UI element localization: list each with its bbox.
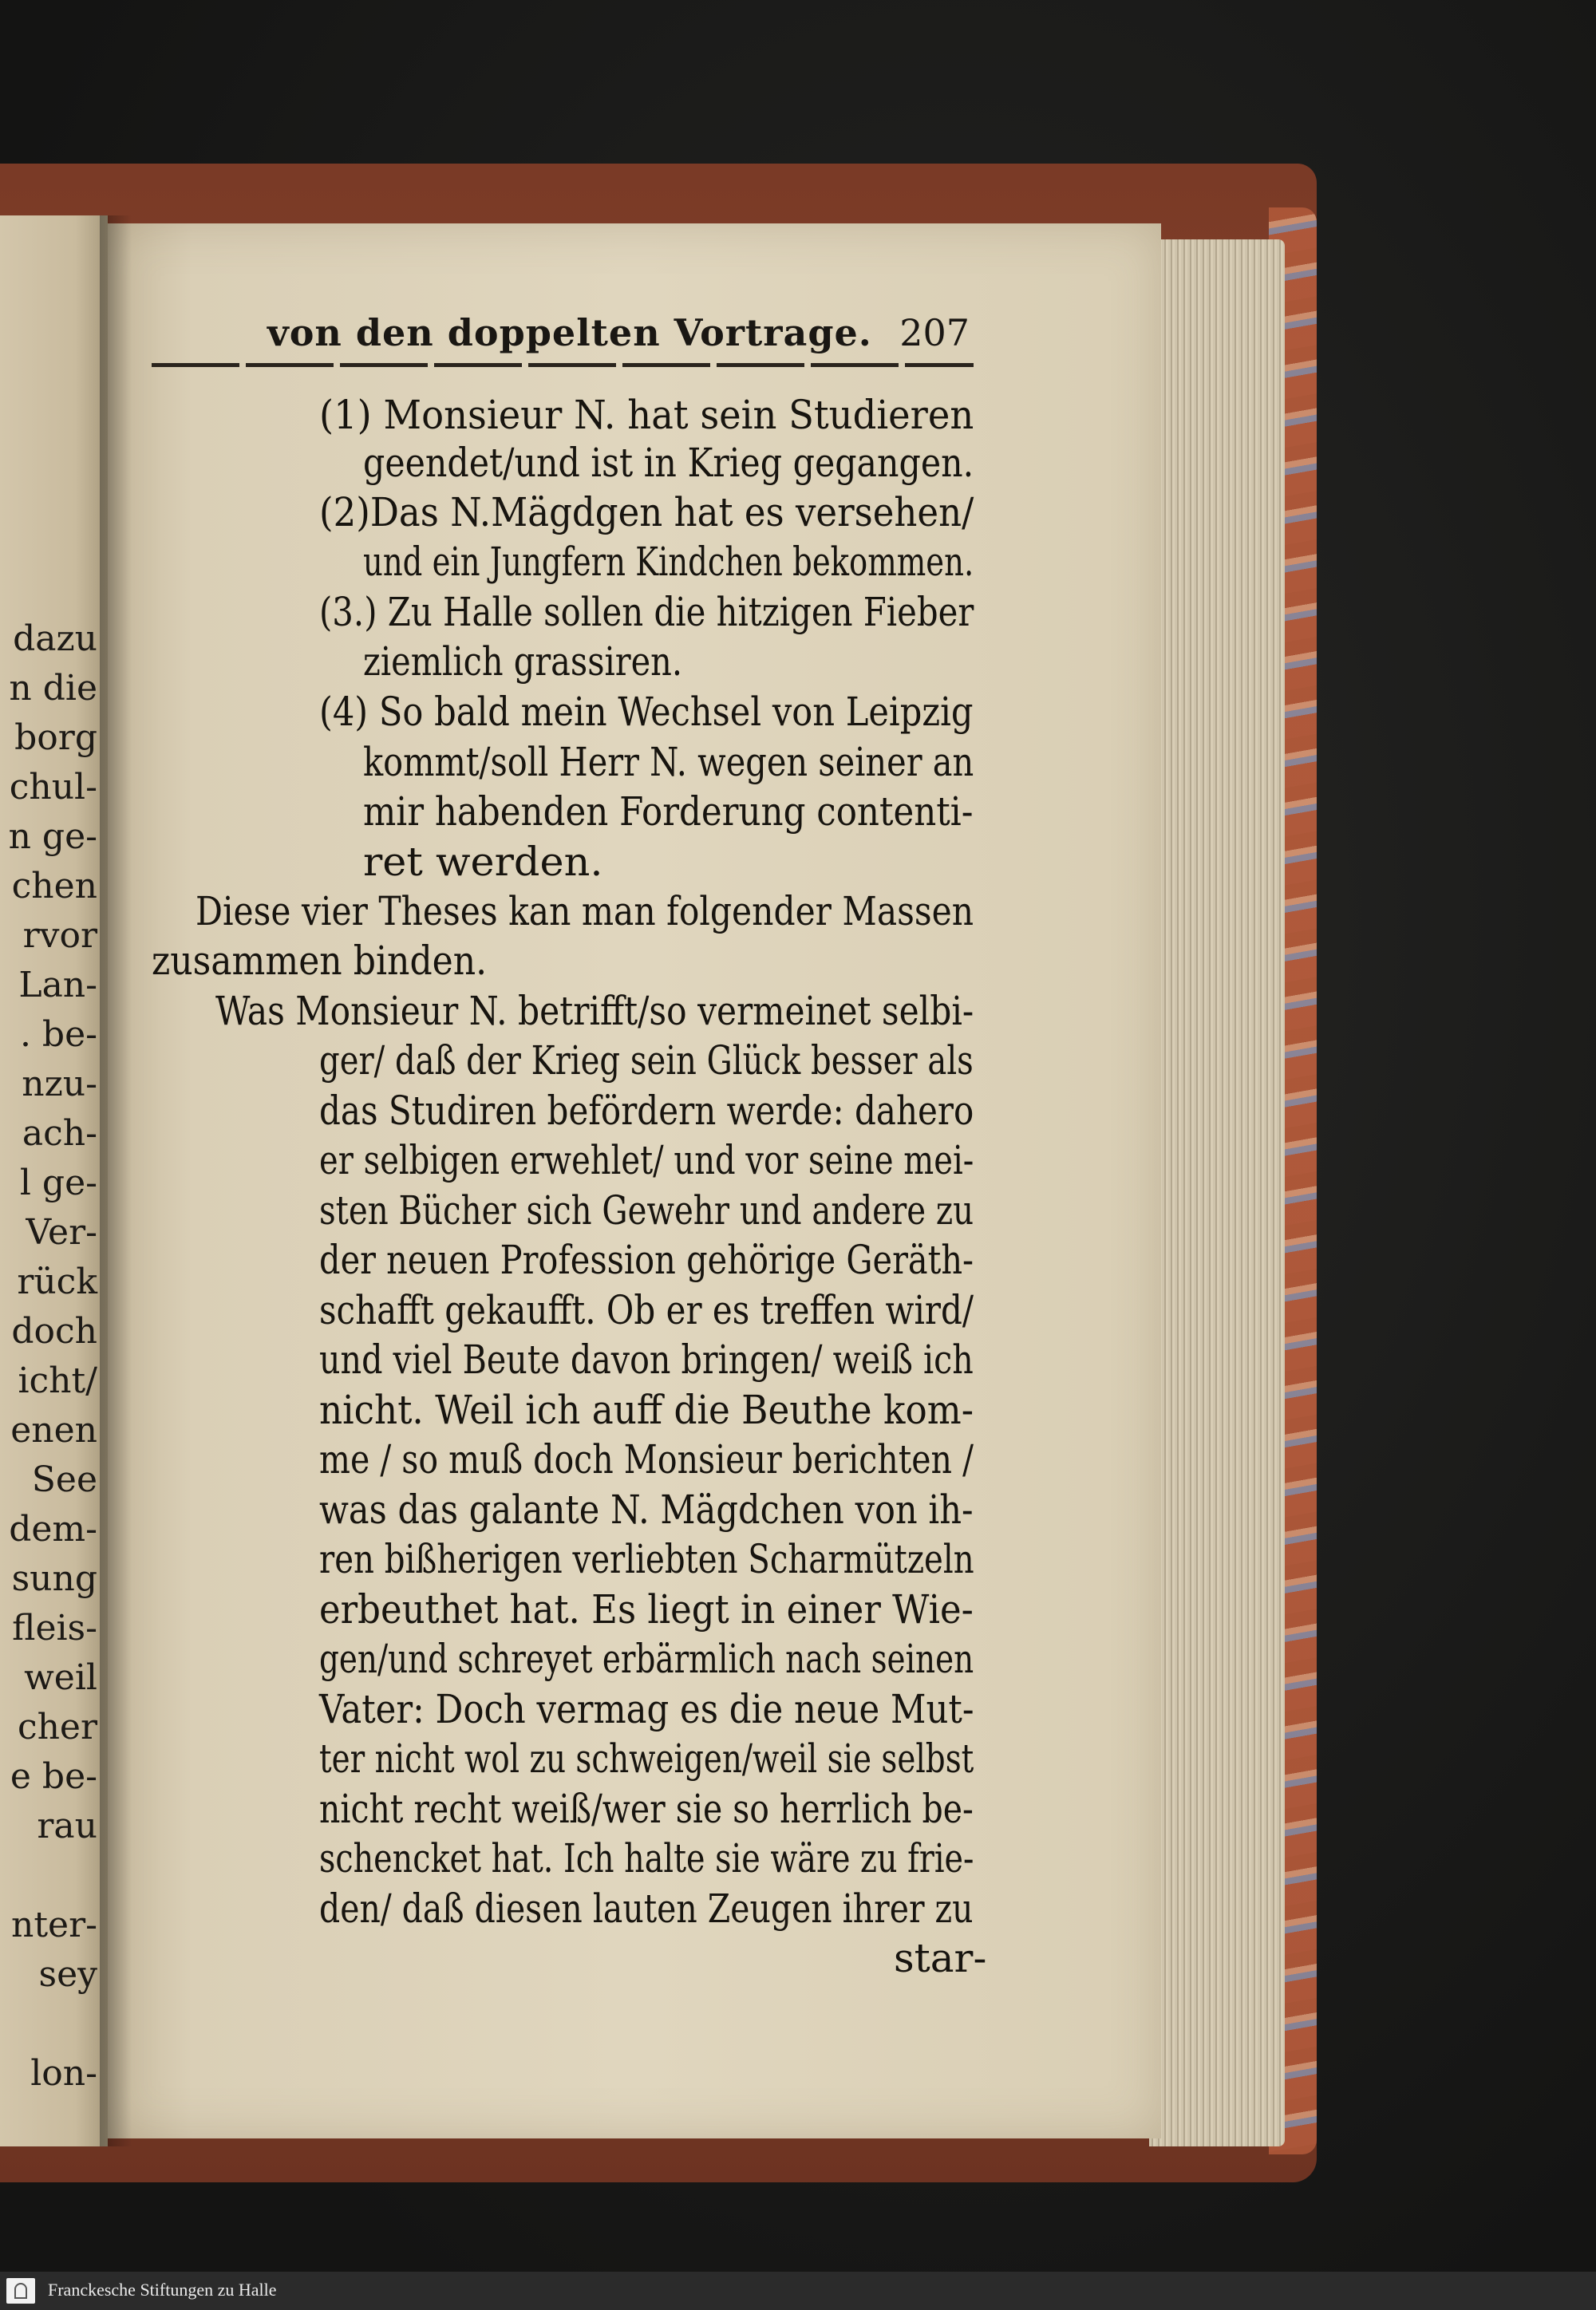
text-line: und viel Beute davon bringen/ weiß ich [319,1337,974,1383]
text-line: Diese vier Theses kan man folgender Massen [196,888,974,934]
left-page-fragment: enen [10,1410,97,1451]
left-page-fragment [0,1851,104,1901]
footer-bar [0,2272,1596,2310]
left-page-fragment: n die [9,668,97,709]
text-line: zusammen binden. [152,938,488,984]
text-line: kommt/soll Herr N. wegen seiner an [363,739,974,785]
left-page-fragment: dazu [13,618,97,659]
text-line: Was Monsieur N. betrifft/so vermeinet selbi- [215,988,974,1034]
left-page-fragment: rück [17,1262,97,1302]
text-line: Vater: Doch vermag es die neue Mut- [319,1686,974,1732]
left-page-fragment: chul- [9,767,97,808]
left-page-fragment: Ver- [26,1212,97,1253]
left-page-fragment: . be- [19,1014,97,1055]
left-page-fragment: l ge- [19,1163,97,1203]
text-line: was das galante N. Mägdchen von ih- [319,1487,974,1533]
gutter-shadow [100,215,132,2146]
text-line: (4) So bald mein Wechsel von Leipzig [319,689,974,735]
text-line: (1) Monsieur N. hat sein Studieren [319,392,974,438]
text-line: geendet/und ist in Krieg gegangen. [363,440,974,486]
text-line: nicht recht weiß/wer sie so herrlich be- [319,1786,974,1832]
text-line: nicht. Weil ich auff die Beuthe kom- [319,1387,974,1433]
text-line: gen/und schreyet erbärmlich nach seinen [319,1636,974,1682]
left-page-fragment: n ge- [8,816,97,857]
page-number: 207 [899,311,970,354]
text-line: ret werden. [363,839,603,885]
text-line: das Studiren befördern werde: dahero [319,1088,974,1134]
text-line: ter nicht wol zu schweigen/weil sie selbst [319,1735,974,1782]
text-line: den/ daß diesen lauten Zeugen ihrer zu [319,1886,974,1932]
left-page-fragment: lon- [30,2053,97,2094]
left-page-fragment: weil [24,1657,97,1698]
text-line: schafft gekaufft. Ob er es treffen wird/ [319,1287,974,1333]
left-page-fragment: cher [17,1707,97,1747]
text-line: mir habenden Forderung contenti- [363,788,974,835]
left-page-fragment: nzu- [22,1064,97,1104]
text-line: (3.) Zu Halle sollen die hitzigen Fieber [319,589,974,635]
header-rule [152,363,974,367]
left-page-fragment: e be- [10,1756,97,1797]
left-page-fragment: fleis- [12,1608,97,1649]
text-line: der neuen Profession gehörige Geräth- [319,1237,974,1283]
institution-logo-icon [6,2278,35,2304]
left-page-text [0,614,104,2099]
running-head: von den doppelten Vortrage. [267,311,872,354]
page-block-edge [1149,239,1285,2146]
left-page-fragment: See [31,1459,97,1500]
left-page-fragment: Lan- [18,965,97,1005]
text-line: und ein Jungfern Kindchen bekommen. [363,539,974,585]
left-page-fragment: ach- [22,1113,97,1154]
text-line: erbeuthet hat. Es liegt in einer Wie- [319,1586,974,1633]
left-page-fragment: chen [11,866,97,906]
text-line: ger/ daß der Krieg sein Glück besser als [319,1037,974,1084]
text-line: sten Bücher sich Gewehr und andere zu [319,1187,974,1234]
left-page-fragment: icht/ [18,1360,97,1401]
text-line: ren bißherigen verliebten Scharmützeln [319,1536,974,1582]
left-page-fragment: dem- [9,1509,97,1550]
page-header [164,311,970,359]
left-page-fragment: sung [11,1558,97,1599]
left-page-fragment: doch [11,1311,97,1352]
text-line: schencket hat. Ich halte sie wäre zu frie- [319,1835,974,1882]
text-line: er selbigen erwehlet/ und vor seine mei- [319,1137,974,1183]
institution-name: Franckesche Stiftungen zu Halle [48,2280,277,2300]
text-line: ziemlich grassiren. [363,638,683,685]
text-line: star- [894,1935,987,1981]
left-page-fragment [0,2000,104,2049]
left-page-fragment: rau [37,1806,97,1846]
text-line: me / so muß doch Monsieur berichten / [319,1436,974,1483]
left-page-fragment: borg [14,717,97,758]
left-page-fragment: nter- [11,1905,97,1945]
left-page [0,215,108,2146]
left-page-fragment: sey [38,1954,97,1995]
text-line: (2)Das N.Mägdgen hat es versehen/ [319,489,974,535]
left-page-fragment: rvor [22,915,97,956]
